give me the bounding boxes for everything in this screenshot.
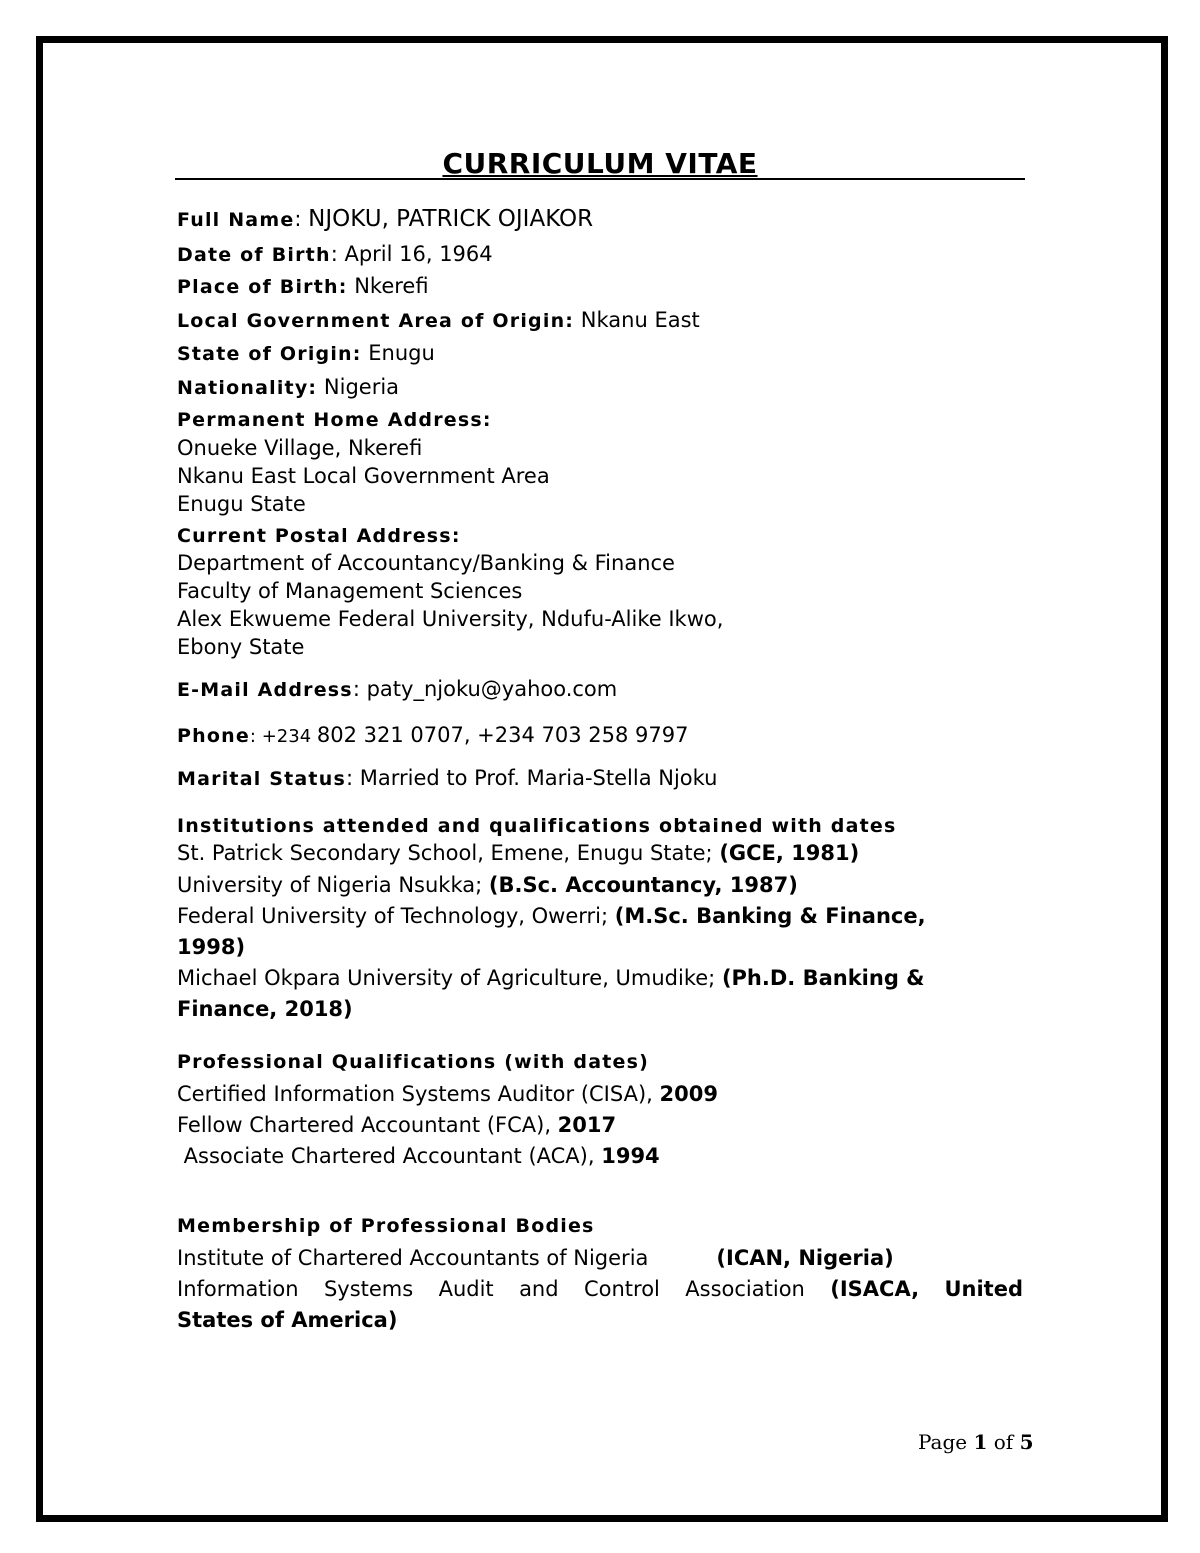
permanent-address-line: Nkanu East Local Government Area xyxy=(177,464,550,488)
education-heading-text: Institutions attended and qualifications obtained with dates xyxy=(177,815,897,837)
nationality-label: Nationality: xyxy=(177,377,318,399)
email-value: paty_njoku@yahoo.com xyxy=(366,677,618,701)
membership-item xyxy=(177,1275,1023,1303)
page-of: of xyxy=(987,1430,1020,1454)
lga-value: Nkanu East xyxy=(574,308,700,332)
phone-sep: : +234 xyxy=(249,726,317,747)
education-item xyxy=(177,871,798,899)
education-item xyxy=(177,964,924,992)
education-heading xyxy=(177,811,897,840)
permanent-address-line: Onueke Village, Nkerefi xyxy=(177,436,423,460)
email-label: E-Mail Address xyxy=(177,679,353,701)
marital-label: Marital Status xyxy=(177,768,346,790)
email-sep: : xyxy=(352,677,367,701)
professional-heading xyxy=(177,1047,649,1076)
page-word: Page xyxy=(918,1430,974,1454)
title-rule xyxy=(175,148,1025,180)
professional-title: Associate Chartered Accountant (ACA), xyxy=(177,1144,602,1168)
marital-sep: : xyxy=(345,766,360,790)
membership-abbr-cont: States of America) xyxy=(177,1308,398,1332)
membership-heading-text: Membership of Professional Bodies xyxy=(177,1215,595,1237)
phone-value: 802 321 0707, +234 703 258 9797 xyxy=(316,723,689,747)
professional-year: 1994 xyxy=(601,1144,660,1168)
permanent-address-line: Enugu State xyxy=(177,492,306,516)
pob-label: Place of Birth: xyxy=(177,276,348,298)
page-total: 5 xyxy=(1019,1430,1034,1454)
state-label: State of Origin: xyxy=(177,343,362,365)
membership-word: Audit xyxy=(438,1277,494,1301)
education-institution: Michael Okpara University of Agriculture, Umudike; xyxy=(177,966,722,990)
postal-address-heading: Current Postal Address: xyxy=(177,525,461,547)
full-name-row xyxy=(177,205,593,234)
education-qualification-cont: 1998) xyxy=(177,935,246,959)
phone-row xyxy=(177,721,689,751)
education-qualification: (M.Sc. Banking & Finance, xyxy=(614,904,926,928)
education-institution: St. Patrick Secondary School, Emene, Enugu State; xyxy=(177,841,720,865)
permanent-address-label xyxy=(177,405,492,434)
dob-row xyxy=(177,240,493,269)
page-title: CURRICULUM VITAE xyxy=(442,147,758,180)
state-row xyxy=(177,339,435,368)
dob-label: Date of Birth xyxy=(177,244,331,266)
postal-address-line: Alex Ekwueme Federal University, Ndufu-Alike Ikwo, xyxy=(177,607,724,631)
email-row xyxy=(177,675,617,704)
education-institution: Federal University of Technology, Owerri; xyxy=(177,904,615,928)
membership-heading xyxy=(177,1211,595,1240)
membership-item xyxy=(177,1244,894,1272)
membership-abbr: (ICAN, Nigeria) xyxy=(716,1246,894,1270)
membership-word: Systems xyxy=(323,1277,414,1301)
lga-label: Local Government Area of Origin: xyxy=(177,310,575,332)
education-qualification: (Ph.D. Banking & xyxy=(721,966,925,990)
membership-abbr: (ISACA, xyxy=(830,1277,920,1301)
education-institution: University of Nigeria Nsukka; xyxy=(177,873,489,897)
lga-row xyxy=(177,306,700,335)
dob-sep: : xyxy=(330,242,345,266)
membership-body: Institute of Chartered Accountants of Nigeria xyxy=(177,1246,649,1270)
professional-year: 2009 xyxy=(659,1082,718,1106)
education-item xyxy=(177,902,926,930)
dob-value: April 16, 1964 xyxy=(344,242,493,266)
marital-value: Married to Prof. Maria-Stella Njoku xyxy=(359,766,718,790)
professional-year: 2017 xyxy=(557,1113,617,1137)
membership-word: Control xyxy=(583,1277,660,1301)
membership-word: and xyxy=(519,1277,559,1301)
education-qualification-cont: Finance, 2018) xyxy=(177,997,353,1021)
professional-item xyxy=(177,1142,660,1170)
membership-word: Association xyxy=(685,1277,805,1301)
postal-address-line: Faculty of Management Sciences xyxy=(177,579,523,603)
full-name-value: NJOKU, PATRICK OJIAKOR xyxy=(308,206,594,232)
nationality-value: Nigeria xyxy=(317,375,400,399)
full-name-sep: : xyxy=(294,207,309,231)
professional-title: Fellow Chartered Accountant (FCA), xyxy=(177,1113,558,1137)
professional-title: Certified Information Systems Auditor (CISA), xyxy=(177,1082,660,1106)
postal-address-label xyxy=(177,521,461,550)
professional-heading-text: Professional Qualifications (with dates) xyxy=(177,1051,650,1073)
marital-row xyxy=(177,764,717,793)
nationality-row xyxy=(177,373,399,402)
postal-address-line: Ebony State xyxy=(177,635,305,659)
page-current: 1 xyxy=(973,1430,988,1454)
professional-item xyxy=(177,1080,718,1108)
education-item xyxy=(177,839,859,867)
membership-word: Information xyxy=(177,1277,299,1301)
education-qualification: (GCE, 1981) xyxy=(719,841,860,865)
pob-row xyxy=(177,272,429,301)
professional-item xyxy=(177,1111,616,1139)
pob-value: Nkerefi xyxy=(347,274,429,298)
permanent-address-heading: Permanent Home Address: xyxy=(177,409,492,431)
postal-address-line: Department of Accountancy/Banking & Finance xyxy=(177,551,675,575)
full-name-label: Full Name xyxy=(177,209,295,231)
membership-abbr: United xyxy=(944,1277,1023,1301)
state-value: Enugu xyxy=(361,341,435,365)
education-qualification: (B.Sc. Accountancy, 1987) xyxy=(488,873,798,897)
phone-label: Phone xyxy=(177,725,250,747)
page-number xyxy=(918,1430,1034,1454)
